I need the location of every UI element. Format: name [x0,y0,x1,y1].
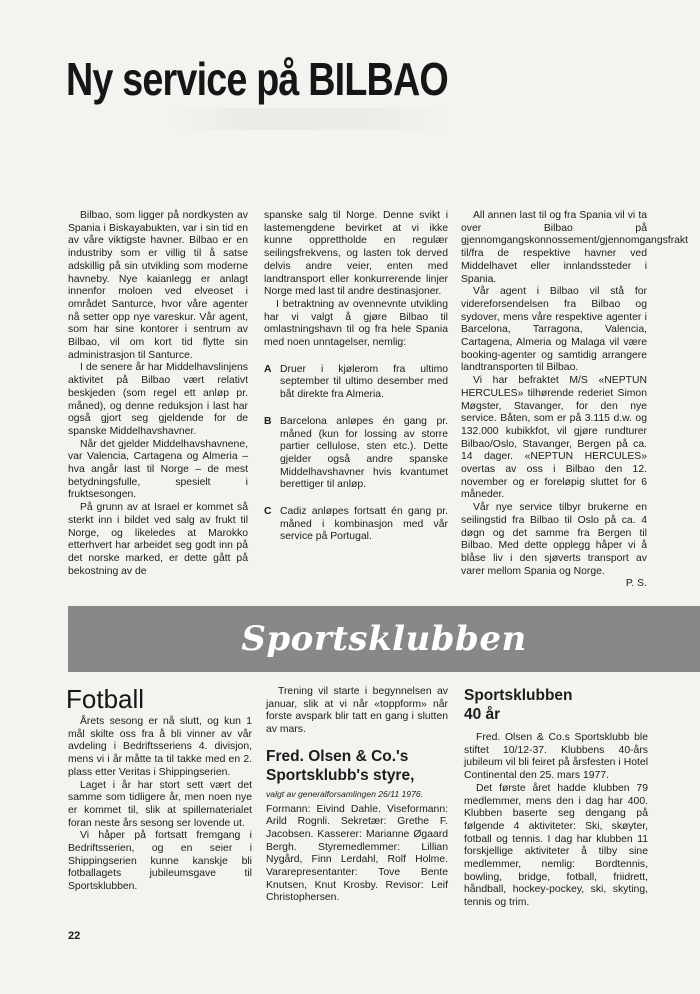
fotball-paragraph: Årets sesong er nå slutt, og kun 1 mål skilte oss fra å bli vinner av vår avdeling i Bedriftsseriens 4. divisjon, mens vi i år måtte ta til takke med en 2. plass etter Veritas i Shippingserien. [68,716,252,778]
jubileum-heading-line1: Sportsklubben [464,687,573,704]
article-paragraph: Når det gjelder Middelhavshavnene, var Valencia, Cartagena og Almeria – hva angår last til Norge – de mest betydningsfulle, spesielt i fruktsesongen. [68,438,248,501]
list-item-letter: B [264,415,272,427]
jubileum-column [464,686,648,910]
article-paragraph: All annen last til og fra Spania vil vi ta over Bilbao på gjennomgangskonnossement/gjennomgangsfrakt til/fra de respektive havner ved Middelhavet eller innlandssteder i Spania. [461,210,689,285]
trening-paragraph: Trening vil starte i begynnelsen av januar, slik at vi når «toppform» når forste avspark blir tatt en gang i slutten av mars. [266,686,448,736]
article-paragraph: På grunn av at Israel er kommet så sterkt inn i bildet ved salg av frukt til Norge, og likeledes at Marokko etterhvert har arbeidet seg godt inn på det norske marked, er dette gått på bekostning av de [68,502,248,577]
article-headline: Ny service på BILBAO [66,53,448,105]
fotball-paragraph: Laget i år har stort sett vært det samme som tidligere år, men noen nye er kommet til, slik at spillematerialet foran neste års sesong ser lovende ut. [68,779,252,829]
article-paragraph: I de senere år har Middelhavslinjens aktivitet på Bilbao vært relativt beskjeden (som regel ett anløp pr. måned), og denne reduksjon i last har også gjort seg gjeldende for de spanske Middelhavshavner. [68,362,248,437]
article-paragraph: I betraktning av ovennevnte utvikling har vi valgt å gjøre Bilbao til omlastningshavn til og fra hele Spania med noen unntagelser, nemlig: [264,298,448,349]
sportsklubben-banner [68,606,700,672]
article-paragraph: spanske salg til Norge. Denne svikt i lastemengdene bevirket at vi ikke kunne opprettholde en regulær seilingsfrekvens, og lasten tok derved delvis andre veier, enten med landtransport eller konkurrerende linjer Norge med last til andre destinasjoner. [264,210,448,298]
jubileum-heading [464,686,648,724]
fotball-paragraph: Vi håper på fortsatt fremgang i Bedriftsserien, og en seier i Shippingserien kunne kanskje bli fotballagets jubileumsgave til Sportsklubben. [68,830,252,893]
fotball-heading: Fotball [66,684,145,714]
article-paragraph: Vår nye service tilbyr brukerne en seilingstid fra Bilbao til Oslo på ca. 4 døgn og det samme fra Bergen til Bilbao. Med dette opplegg håper vi å blåse liv i den sjøverts transport av varer mellom Spania og Norge. [461,502,647,577]
styre-column [266,686,448,905]
article-paragraph: Bilbao, som ligger på nordkysten av Spania i Biskayabukten, var i sin tid en av våre viktigste havner. Bilbao er en industriby som er villig til å satse adskillig på sin utvikling som moderne havneby. Nye kaianlegg er anlagt innenfor moloen ved elveoset i området Santurce, hvor våre agenter nå setter opp nye vareskur. Vår agent, som har sine kontorer i sentrum av Bilbao, vil om kort tid flytte sin administrasjon til Santurce. [68,210,248,361]
article-column-2 [264,210,448,544]
list-item-text: Cadiz anløpes fortsatt én gang pr. måned i kombinasjon med vår service på Portugal. [280,506,448,543]
list-item-text: Barcelona anløpes én gang pr. måned (kun for lossing av storre partier cellulose, sten etc.). Dette gjelder også andre spanske Middelhavshavner hvis kvantumet berettiger til anløp. [280,415,448,491]
jubileum-paragraph: Fred. Olsen & Co.s Sportsklubb ble stiftet 10/12-37. Klubbens 40-års jubileum vil bli feiret på årsfesten i Hotel Continental den 25. mars 1977. [464,732,648,782]
article-paragraph: Vi har befraktet M/S «NEPTUN HERCULES» tilhørende rederiet Simon Møgster, Stavanger, for den nye service. Båten, som er på 3.115 d.w. og 132.000 kubikkfot, vil gjøre rundturer Bilbao/Oslo, Stavanger, Bergen på ca. 14 dager. «NEPTUN HERCULES» overtas av oss i Bilbao den 12. november og er foreløpig sluttet for 6 måneder. [461,375,647,501]
article-signature: P. S. [625,578,647,590]
article-column-1 [68,210,248,578]
jubileum-paragraph: Det første året hadde klubben 79 medlemmer, mens den i dag har 400. Klubben baserte seg dengang på følgende 4 aktiviteter: Ski, skøyter, fotball og tennis. I dag har klubben 11 forskjellige aktiviteter å tilby sine medlemmer, nemlig: Bordtennis, bowling, bridge, fotball, friidrett, håndball, hockey-pockey, ski, skyting, tennis og trim. [464,782,648,909]
list-item [264,506,448,544]
list-item-letter: A [264,363,272,375]
styre-heading: Fred. Olsen & Co.'s Sportsklubb's styre, [266,747,415,784]
article-column-3 [461,210,689,591]
fotball-column [68,716,252,894]
article-paragraph: Vår agent i Bilbao vil stå for videreforsendelsen fra Bilbao og sydover, mens våre respektive agenter i Barcelona, Tarragona, Valencia, Cartagena, Almeria og Malaga vil være booking-agenter og samtidig arrangere landtransporten til Bilbao. [461,286,647,374]
list-item-text: Druer i kjølerom fra ultimo september til ultimo desember med båt direkte fra Almeria. [280,363,448,401]
styre-paragraph: Formann: Eivind Dahle. Viseformann: Arild Rognli. Sekretær: Grethe F. Jacobsen. Kasserer: Marianne Øgaard Bergh. Styremedlemmer: Lillian Nygård, Finn Lerdahl, Rolf Holme. Vararepresentanter: Tove Bente Knutsen, Knut Krosby. Revisor: Leif Christophersen. [266,803,448,904]
headline-shadow [170,108,450,130]
page-number: 22 [68,930,81,942]
list-item-letter: C [264,506,272,518]
banner-title: Sportsklubben [241,619,527,659]
list-item [264,416,448,492]
list-item [264,364,448,402]
spacer [464,724,648,732]
styre-caption: valgt av generalforsamlingen 26/11 1976. [266,788,424,799]
jubileum-heading-line2: 40 år [464,706,501,723]
